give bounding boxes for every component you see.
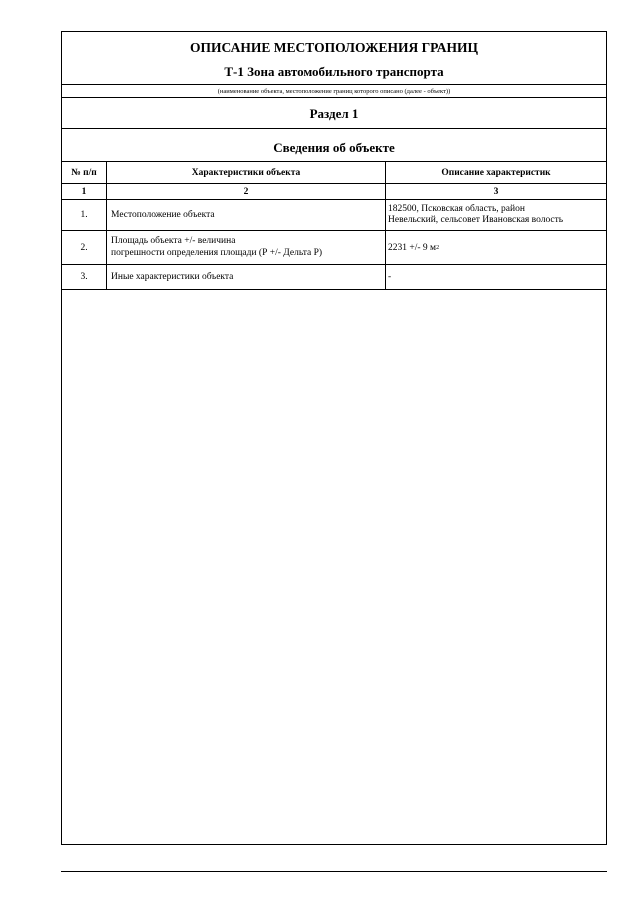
table-row xyxy=(62,200,606,231)
description-line: 182500, Псковская область, район xyxy=(388,203,525,214)
header-characteristic: Характеристики объекта xyxy=(107,162,386,183)
section-title: Сведения об объекте xyxy=(62,129,606,162)
row-description: 2231 +/- 9 м 2 xyxy=(388,242,440,253)
row-number: 1. xyxy=(62,200,107,230)
row-description xyxy=(386,200,606,230)
row-number: 2. xyxy=(62,231,107,264)
column-number-2: 2 xyxy=(107,184,386,199)
row-description: - xyxy=(388,272,392,282)
footer-divider xyxy=(61,871,607,872)
object-table xyxy=(62,162,606,290)
table-header-row xyxy=(62,162,606,184)
document-title: ОПИСАНИЕ МЕСТОПОЛОЖЕНИЯ ГРАНИЦ xyxy=(190,40,478,55)
description-line: Невельский, сельсовет Ивановская волость xyxy=(388,215,564,225)
row-characteristic xyxy=(107,231,386,264)
header-number: № п/п xyxy=(62,162,107,183)
column-number-3: 3 xyxy=(493,186,499,197)
object-note: (наименование объекта, местоположение границ которого описано (далее - объект)) xyxy=(62,85,606,98)
section-heading: Раздел 1 xyxy=(62,99,606,129)
area-value: 2231 +/- 9 м xyxy=(388,242,437,253)
column-number-1: 1 xyxy=(62,184,107,199)
characteristic-line: погрешности определения площади (Р +/- Дельта Р) xyxy=(111,247,323,258)
document-subtitle: Т-1 Зона автомобильного транспорта xyxy=(224,64,444,79)
table-row xyxy=(62,265,606,290)
row-characteristic: Иные характеристики объекта xyxy=(107,265,386,289)
row-number: 3. xyxy=(62,265,107,289)
title-block xyxy=(62,32,606,84)
header-description: Описание характеристик xyxy=(441,167,551,178)
row-characteristic: Местоположение объекта xyxy=(107,200,386,230)
column-number-row xyxy=(62,184,606,200)
table-row xyxy=(62,231,606,265)
characteristic-line: Площадь объекта +/- величина xyxy=(111,236,236,247)
document-frame xyxy=(61,31,607,845)
